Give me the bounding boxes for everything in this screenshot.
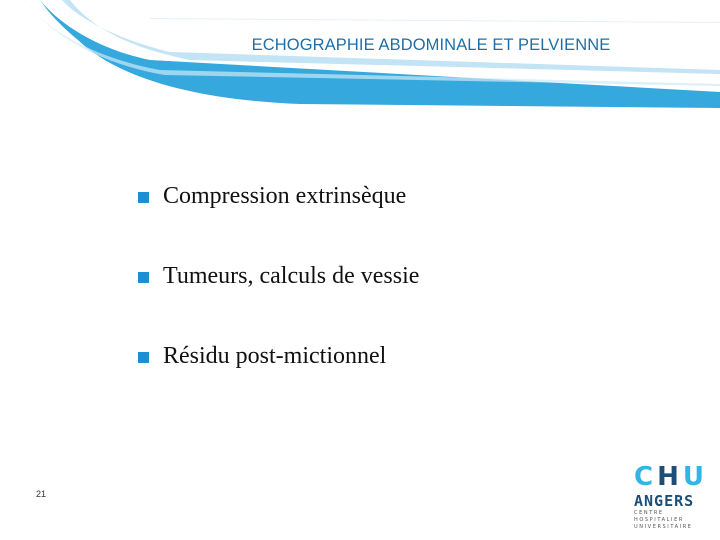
logo-letter-c: C — [634, 462, 654, 492]
bullet-item — [138, 338, 419, 374]
bullet-square-icon — [138, 272, 149, 283]
slide-title: ECHOGRAPHIE ABDOMINALE ET PELVIENNE — [251, 36, 611, 54]
bullet-text: Tumeurs, calculs de vessie — [163, 262, 420, 289]
bullet-text: Résidu post-mictionnel — [163, 342, 387, 369]
logo-tagline-2: UNIVERSITAIRE — [634, 524, 693, 530]
bullet-square-icon — [138, 352, 149, 363]
bullet-list — [138, 178, 419, 418]
bullet-item — [138, 258, 419, 294]
chu-angers-logo — [634, 463, 714, 529]
logo-chu-letters — [634, 463, 714, 491]
logo-tagline-1: CENTRE HOSPITALIER — [634, 510, 684, 523]
bullet-square-icon — [138, 192, 149, 203]
page-number: 21 — [36, 489, 47, 499]
bullet-text: Compression extrinsèque — [163, 182, 407, 209]
logo-city: ANGERS — [634, 492, 695, 510]
title-area — [0, 0, 720, 60]
bullet-item — [138, 178, 419, 214]
logo-letter-u: U — [682, 462, 704, 492]
logo-letter-h: H — [657, 462, 679, 492]
